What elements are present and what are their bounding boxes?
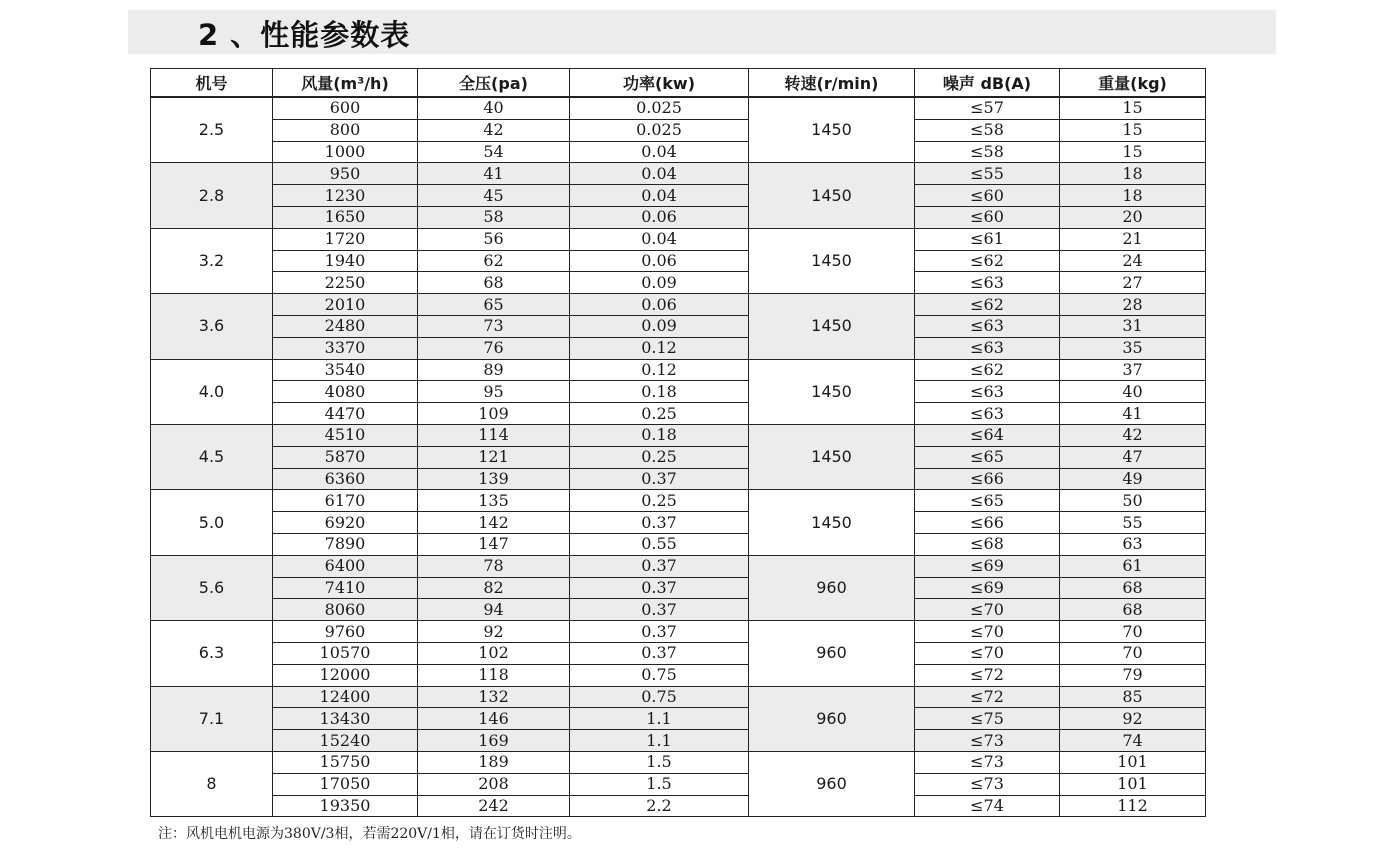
- model-cell: 5.0: [151, 490, 273, 555]
- model-cell: 7.1: [151, 686, 273, 751]
- weight-cell: 35: [1060, 337, 1206, 359]
- table-row: [151, 621, 1206, 643]
- pressure-cell: 142: [418, 512, 570, 534]
- airflow-cell: 4470: [273, 403, 418, 425]
- weight-cell: 70: [1060, 642, 1206, 664]
- weight-cell: 101: [1060, 773, 1206, 795]
- airflow-cell: 6920: [273, 512, 418, 534]
- weight-cell: 92: [1060, 708, 1206, 730]
- pressure-cell: 169: [418, 730, 570, 752]
- power-cell: 0.12: [570, 359, 749, 381]
- airflow-cell: 7410: [273, 577, 418, 599]
- table-row: [151, 359, 1206, 381]
- pressure-cell: 89: [418, 359, 570, 381]
- power-cell: 0.37: [570, 555, 749, 577]
- pressure-cell: 54: [418, 141, 570, 163]
- airflow-cell: 15750: [273, 751, 418, 773]
- table-row: [151, 533, 1206, 555]
- airflow-cell: 600: [273, 97, 418, 119]
- airflow-cell: 6400: [273, 555, 418, 577]
- header-airflow: 风量(m³/h): [273, 69, 418, 98]
- airflow-cell: 6170: [273, 490, 418, 512]
- weight-cell: 42: [1060, 424, 1206, 446]
- speed-cell: 1450: [749, 163, 915, 228]
- performance-table: [150, 68, 1206, 817]
- noise-cell: ≤60: [915, 185, 1060, 207]
- weight-cell: 31: [1060, 315, 1206, 337]
- model-cell: 4.0: [151, 359, 273, 424]
- weight-cell: 85: [1060, 686, 1206, 708]
- noise-cell: ≤73: [915, 751, 1060, 773]
- weight-cell: 27: [1060, 272, 1206, 294]
- weight-cell: 55: [1060, 512, 1206, 534]
- pressure-cell: 102: [418, 642, 570, 664]
- noise-cell: ≤72: [915, 686, 1060, 708]
- noise-cell: ≤58: [915, 119, 1060, 141]
- table-row: [151, 555, 1206, 577]
- table-row: [151, 424, 1206, 446]
- header-weight: 重量(kg): [1060, 69, 1206, 98]
- table-row: [151, 599, 1206, 621]
- pressure-cell: 76: [418, 337, 570, 359]
- noise-cell: ≤75: [915, 708, 1060, 730]
- section-title-bar: [128, 10, 1276, 54]
- power-cell: 0.09: [570, 272, 749, 294]
- table-body: [151, 97, 1206, 817]
- noise-cell: ≤66: [915, 468, 1060, 490]
- airflow-cell: 5870: [273, 446, 418, 468]
- weight-cell: 18: [1060, 163, 1206, 185]
- airflow-cell: 3370: [273, 337, 418, 359]
- noise-cell: ≤72: [915, 664, 1060, 686]
- power-cell: 0.18: [570, 381, 749, 403]
- airflow-cell: 12000: [273, 664, 418, 686]
- table-row: [151, 228, 1206, 250]
- weight-cell: 101: [1060, 751, 1206, 773]
- airflow-cell: 2250: [273, 272, 418, 294]
- pressure-cell: 56: [418, 228, 570, 250]
- pressure-cell: 62: [418, 250, 570, 272]
- noise-cell: ≤60: [915, 206, 1060, 228]
- weight-cell: 21: [1060, 228, 1206, 250]
- power-cell: 0.025: [570, 97, 749, 119]
- pressure-cell: 65: [418, 294, 570, 316]
- table-row: [151, 141, 1206, 163]
- weight-cell: 37: [1060, 359, 1206, 381]
- airflow-cell: 2480: [273, 315, 418, 337]
- table-row: [151, 773, 1206, 795]
- weight-cell: 79: [1060, 664, 1206, 686]
- power-cell: 0.37: [570, 621, 749, 643]
- table-row: [151, 490, 1206, 512]
- noise-cell: ≤63: [915, 381, 1060, 403]
- model-cell: 2.5: [151, 97, 273, 163]
- pressure-cell: 73: [418, 315, 570, 337]
- weight-cell: 18: [1060, 185, 1206, 207]
- airflow-cell: 1940: [273, 250, 418, 272]
- weight-cell: 68: [1060, 577, 1206, 599]
- section-title: 2 、性能参数表: [198, 18, 411, 52]
- airflow-cell: 15240: [273, 730, 418, 752]
- table-row: [151, 468, 1206, 490]
- noise-cell: ≤65: [915, 446, 1060, 468]
- pressure-cell: 189: [418, 751, 570, 773]
- model-cell: 3.6: [151, 294, 273, 359]
- noise-cell: ≤58: [915, 141, 1060, 163]
- airflow-cell: 10570: [273, 642, 418, 664]
- table-row: [151, 664, 1206, 686]
- power-cell: 0.37: [570, 577, 749, 599]
- power-cell: 0.75: [570, 664, 749, 686]
- table-row: [151, 577, 1206, 599]
- table-row: [151, 795, 1206, 817]
- pressure-cell: 121: [418, 446, 570, 468]
- noise-cell: ≤69: [915, 555, 1060, 577]
- noise-cell: ≤73: [915, 773, 1060, 795]
- pressure-cell: 139: [418, 468, 570, 490]
- table-row: [151, 119, 1206, 141]
- model-cell: 6.3: [151, 621, 273, 686]
- pressure-cell: 135: [418, 490, 570, 512]
- table-row: [151, 642, 1206, 664]
- noise-cell: ≤55: [915, 163, 1060, 185]
- header-noise: 噪声 dB(A): [915, 69, 1060, 98]
- pressure-cell: 114: [418, 424, 570, 446]
- airflow-cell: 800: [273, 119, 418, 141]
- table-row: [151, 403, 1206, 425]
- noise-cell: ≤64: [915, 424, 1060, 446]
- pressure-cell: 242: [418, 795, 570, 817]
- weight-cell: 49: [1060, 468, 1206, 490]
- power-cell: 0.04: [570, 185, 749, 207]
- footnote: 注：风机电机电源为380V/3相，若需220V/1相，请在订货时注明。: [158, 826, 581, 842]
- table-row: [151, 315, 1206, 337]
- power-cell: 0.25: [570, 490, 749, 512]
- table-row: [151, 272, 1206, 294]
- airflow-cell: 1230: [273, 185, 418, 207]
- power-cell: 0.06: [570, 250, 749, 272]
- model-cell: 4.5: [151, 424, 273, 489]
- noise-cell: ≤70: [915, 642, 1060, 664]
- noise-cell: ≤74: [915, 795, 1060, 817]
- airflow-cell: 4080: [273, 381, 418, 403]
- model-cell: 3.2: [151, 228, 273, 293]
- noise-cell: ≤73: [915, 730, 1060, 752]
- airflow-cell: 6360: [273, 468, 418, 490]
- power-cell: 0.25: [570, 403, 749, 425]
- airflow-cell: 19350: [273, 795, 418, 817]
- speed-cell: 1450: [749, 359, 915, 424]
- power-cell: 0.37: [570, 642, 749, 664]
- noise-cell: ≤57: [915, 97, 1060, 119]
- weight-cell: 74: [1060, 730, 1206, 752]
- airflow-cell: 13430: [273, 708, 418, 730]
- pressure-cell: 146: [418, 708, 570, 730]
- noise-cell: ≤62: [915, 250, 1060, 272]
- table-row: [151, 294, 1206, 316]
- table-row: [151, 512, 1206, 534]
- weight-cell: 68: [1060, 599, 1206, 621]
- table-row: [151, 97, 1206, 119]
- pressure-cell: 95: [418, 381, 570, 403]
- power-cell: 0.09: [570, 315, 749, 337]
- power-cell: 1.1: [570, 708, 749, 730]
- table-row: [151, 185, 1206, 207]
- power-cell: 0.37: [570, 468, 749, 490]
- table-row: [151, 206, 1206, 228]
- power-cell: 0.18: [570, 424, 749, 446]
- pressure-cell: 118: [418, 664, 570, 686]
- airflow-cell: 9760: [273, 621, 418, 643]
- power-cell: 2.2: [570, 795, 749, 817]
- table-row: [151, 446, 1206, 468]
- weight-cell: 15: [1060, 119, 1206, 141]
- weight-cell: 112: [1060, 795, 1206, 817]
- noise-cell: ≤61: [915, 228, 1060, 250]
- airflow-cell: 1650: [273, 206, 418, 228]
- table-row: [151, 730, 1206, 752]
- speed-cell: 960: [749, 686, 915, 751]
- pressure-cell: 42: [418, 119, 570, 141]
- power-cell: 0.06: [570, 206, 749, 228]
- weight-cell: 61: [1060, 555, 1206, 577]
- airflow-cell: 1720: [273, 228, 418, 250]
- airflow-cell: 17050: [273, 773, 418, 795]
- power-cell: 1.5: [570, 751, 749, 773]
- power-cell: 0.55: [570, 533, 749, 555]
- speed-cell: 960: [749, 621, 915, 686]
- pressure-cell: 92: [418, 621, 570, 643]
- noise-cell: ≤63: [915, 337, 1060, 359]
- weight-cell: 47: [1060, 446, 1206, 468]
- speed-cell: 960: [749, 555, 915, 620]
- table-row: [151, 708, 1206, 730]
- pressure-cell: 132: [418, 686, 570, 708]
- table-row: [151, 381, 1206, 403]
- power-cell: 1.5: [570, 773, 749, 795]
- noise-cell: ≤62: [915, 359, 1060, 381]
- header-model: 机号: [151, 69, 273, 98]
- table-row: [151, 250, 1206, 272]
- weight-cell: 40: [1060, 381, 1206, 403]
- model-cell: 2.8: [151, 163, 273, 228]
- noise-cell: ≤65: [915, 490, 1060, 512]
- airflow-cell: 4510: [273, 424, 418, 446]
- weight-cell: 63: [1060, 533, 1206, 555]
- table-header-row: [151, 69, 1206, 98]
- speed-cell: 960: [749, 751, 915, 816]
- pressure-cell: 41: [418, 163, 570, 185]
- pressure-cell: 68: [418, 272, 570, 294]
- noise-cell: ≤63: [915, 272, 1060, 294]
- table-row: [151, 751, 1206, 773]
- speed-cell: 1450: [749, 294, 915, 359]
- power-cell: 0.75: [570, 686, 749, 708]
- speed-cell: 1450: [749, 490, 915, 555]
- airflow-cell: 2010: [273, 294, 418, 316]
- power-cell: 0.37: [570, 599, 749, 621]
- power-cell: 1.1: [570, 730, 749, 752]
- noise-cell: ≤70: [915, 599, 1060, 621]
- power-cell: 0.04: [570, 141, 749, 163]
- airflow-cell: 3540: [273, 359, 418, 381]
- pressure-cell: 208: [418, 773, 570, 795]
- airflow-cell: 1000: [273, 141, 418, 163]
- airflow-cell: 12400: [273, 686, 418, 708]
- pressure-cell: 78: [418, 555, 570, 577]
- weight-cell: 50: [1060, 490, 1206, 512]
- table-row: [151, 686, 1206, 708]
- weight-cell: 28: [1060, 294, 1206, 316]
- noise-cell: ≤70: [915, 621, 1060, 643]
- speed-cell: 1450: [749, 97, 915, 163]
- noise-cell: ≤68: [915, 533, 1060, 555]
- power-cell: 0.25: [570, 446, 749, 468]
- pressure-cell: 40: [418, 97, 570, 119]
- table-row: [151, 163, 1206, 185]
- power-cell: 0.04: [570, 163, 749, 185]
- speed-cell: 1450: [749, 424, 915, 489]
- pressure-cell: 82: [418, 577, 570, 599]
- noise-cell: ≤62: [915, 294, 1060, 316]
- noise-cell: ≤66: [915, 512, 1060, 534]
- airflow-cell: 950: [273, 163, 418, 185]
- noise-cell: ≤63: [915, 403, 1060, 425]
- weight-cell: 15: [1060, 97, 1206, 119]
- header-power: 功率(kw): [570, 69, 749, 98]
- weight-cell: 24: [1060, 250, 1206, 272]
- pressure-cell: 109: [418, 403, 570, 425]
- pressure-cell: 45: [418, 185, 570, 207]
- pressure-cell: 94: [418, 599, 570, 621]
- pressure-cell: 147: [418, 533, 570, 555]
- speed-cell: 1450: [749, 228, 915, 293]
- power-cell: 0.04: [570, 228, 749, 250]
- pressure-cell: 58: [418, 206, 570, 228]
- noise-cell: ≤63: [915, 315, 1060, 337]
- weight-cell: 70: [1060, 621, 1206, 643]
- header-speed: 转速(r/min): [749, 69, 915, 98]
- weight-cell: 20: [1060, 206, 1206, 228]
- power-cell: 0.025: [570, 119, 749, 141]
- power-cell: 0.12: [570, 337, 749, 359]
- noise-cell: ≤69: [915, 577, 1060, 599]
- power-cell: 0.37: [570, 512, 749, 534]
- weight-cell: 15: [1060, 141, 1206, 163]
- weight-cell: 41: [1060, 403, 1206, 425]
- model-cell: 8: [151, 751, 273, 816]
- power-cell: 0.06: [570, 294, 749, 316]
- table-row: [151, 337, 1206, 359]
- header-pressure: 全压(pa): [418, 69, 570, 98]
- airflow-cell: 7890: [273, 533, 418, 555]
- airflow-cell: 8060: [273, 599, 418, 621]
- model-cell: 5.6: [151, 555, 273, 620]
